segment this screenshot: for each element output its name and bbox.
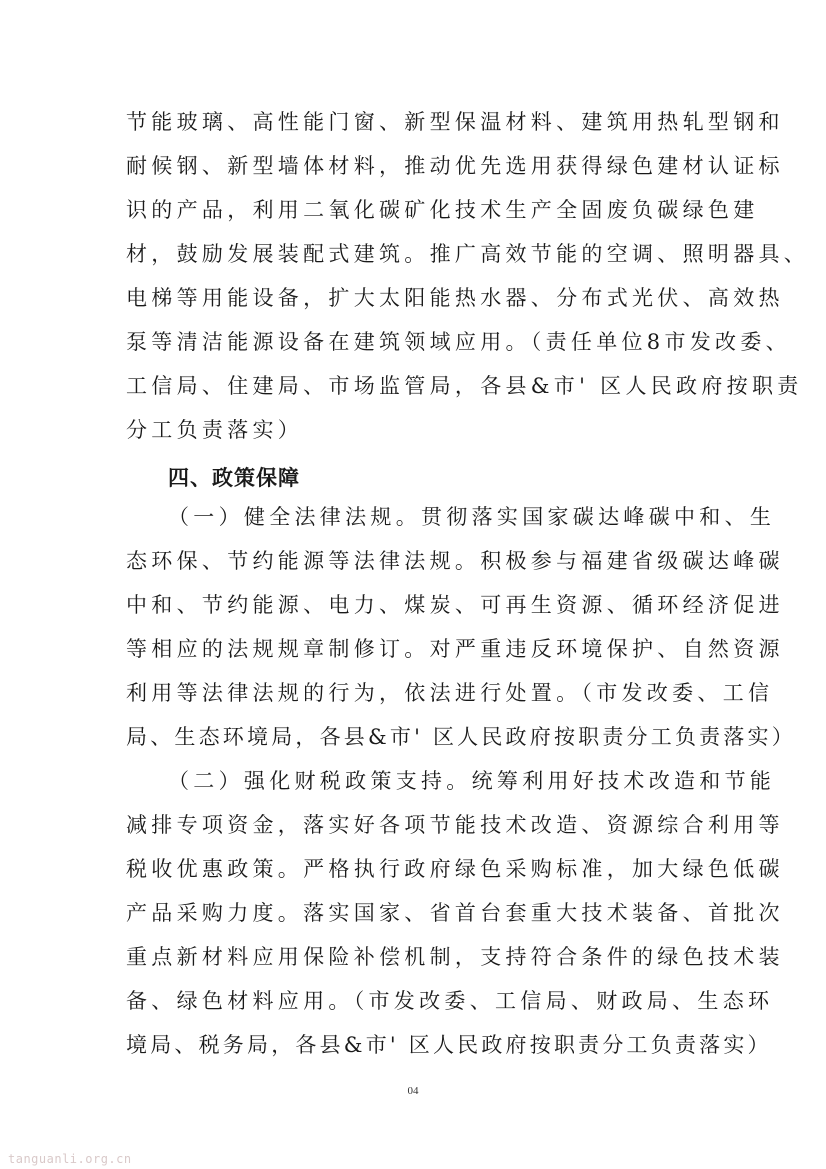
body-text-line: 减排专项资金，落实好各项节能技术改造、资源综合利用等 [126,813,784,837]
body-text-line: 态环保、节约能源等法律法规。积极参与福建省级碳达峰碳 [126,549,784,573]
paragraph-first-line: （二）强化财税政策支持。统筹利用好技术改造和节能 [168,769,776,793]
body-text-line: 耐候钢、新型墙体材料，推动优先选用获得绿色建材认证标 [126,154,784,178]
body-text-line: 利用等法律法规的行为，依法进行处置。（市发改委、工信 [126,681,774,705]
body-text-line: 中和、节约能源、电力、煤炭、可再生资源、循环经济促进 [126,593,784,617]
body-text-line: 分工负责落实） [126,418,304,442]
body-text-line: 等相应的法规规章制修订。对严重违反环境保护、自然资源 [126,637,784,661]
body-text-line: 识的产品，利用二氧化碳矿化技术生产全固废负碳绿色建 [126,198,759,222]
body-text-line: 电梯等用能设备，扩大太阳能热水器、分布式光伏、高效热 [126,286,784,310]
watermark-text: tanguanli.org.cn [8,1152,132,1166]
page-number: 04 [407,1085,419,1097]
body-text-line: 局、生态环境局，各县&市' 区人民政府按职责分工负责落实） [126,725,796,749]
body-text-line: 重点新材料应用保险补偿机制，支持符合条件的绿色技术装 [126,945,784,969]
body-text-line: 境局、税务局，各县&市' 区人民政府按职责分工负责落实） [126,1033,772,1057]
body-text-line: 产品采购力度。落实国家、省首台套重大技术装备、首批次 [126,901,784,925]
body-text-line: 材，鼓励发展装配式建筑。推广高效节能的空调、照明器具、 [126,242,810,266]
body-text-line: 备、绿色材料应用。（市发改委、工信局、财政局、生态环 [126,989,774,1013]
body-text-line: 节能玻璃、高性能门窗、新型保温材料、建筑用热轧型钢和 [126,110,784,134]
body-text-line: 税收优惠政策。严格执行政府绿色采购标准，加大绿色低碳 [126,857,784,881]
body-text-line: 工信局、住建局、市场监管局，各县&市' 区人民政府按职责 [126,374,803,398]
section-heading: 四、政策保障 [168,466,300,490]
body-text-line: 泵等清洁能源设备在建筑领域应用。（责任单位8市发改委、 [126,330,791,354]
paragraph-first-line: （一）健全法律法规。贯彻落实国家碳达峰碳中和、生 [168,505,776,529]
